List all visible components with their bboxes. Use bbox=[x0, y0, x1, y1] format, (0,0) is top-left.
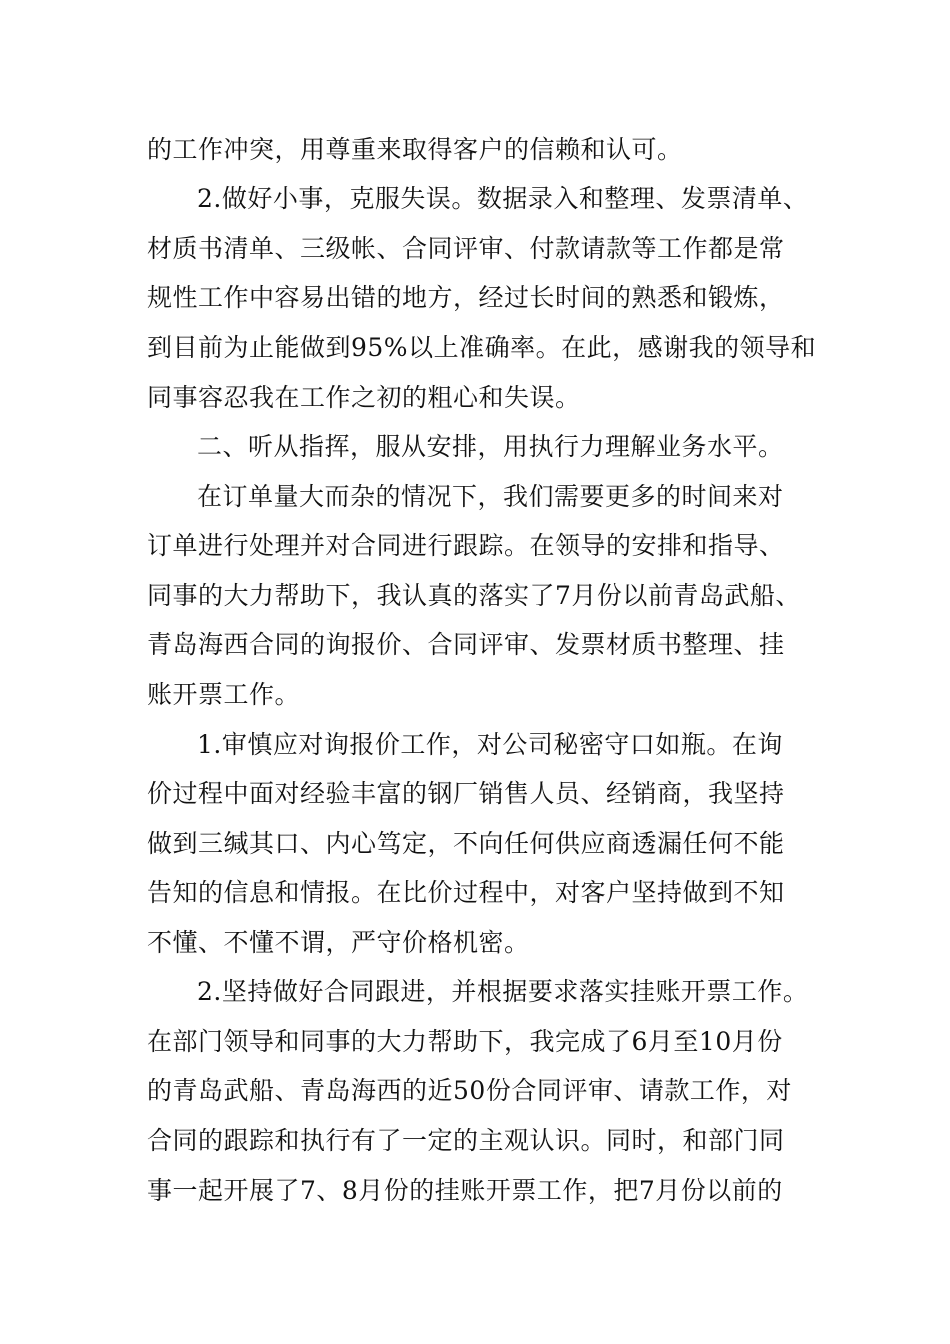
text-line: 告知的信息和情报。在比价过程中，对客户坚持做到不知 bbox=[147, 878, 785, 907]
text-line: 做到三缄其口、内心笃定，不向任何供应商透漏任何不能 bbox=[147, 829, 785, 858]
text-line: 同事的大力帮助下，我认真的落实了7月份以前青岛武船、 bbox=[147, 581, 801, 610]
text-line: 在部门领导和同事的大力帮助下，我完成了6月至10月份 bbox=[147, 1027, 783, 1056]
text-line: 青岛海西合同的询报价、合同评审、发票材质书整理、挂 bbox=[147, 630, 785, 659]
text-line: 2.做好小事，克服失误。数据录入和整理、发票清单、 bbox=[197, 184, 809, 213]
text-line: 材质书清单、三级帐、合同评审、付款请款等工作都是常 bbox=[147, 234, 785, 263]
text-line: 事一起开展了7、8月份的挂账开票工作，把7月份以前的 bbox=[147, 1176, 783, 1205]
text-line: 账开票工作。 bbox=[147, 680, 301, 709]
text-line: 价过程中面对经验丰富的钢厂销售人员、经销商，我坚持 bbox=[147, 779, 785, 808]
text-line: 不懂、不懂不谓，严守价格机密。 bbox=[147, 928, 530, 957]
text-line: 订单进行处理并对合同进行跟踪。在领导的安排和指导、 bbox=[147, 531, 785, 560]
text-line: 的青岛武船、青岛海西的近50份合同评审、请款工作，对 bbox=[147, 1076, 792, 1105]
text-line: 合同的跟踪和执行有了一定的主观认识。同时，和部门同 bbox=[147, 1126, 785, 1155]
text-line: 在订单量大而杂的情况下，我们需要更多的时间来对 bbox=[197, 482, 784, 511]
text-line: 规性工作中容易出错的地方，经过长时间的熟悉和锻炼， bbox=[147, 283, 785, 312]
text-line: 的工作冲突，用尊重来取得客户的信赖和认可。 bbox=[147, 135, 683, 164]
text-line: 同事容忍我在工作之初的粗心和失误。 bbox=[147, 383, 581, 412]
text-line: 1.审慎应对询报价工作，对公司秘密守口如瓶。在询 bbox=[197, 730, 783, 759]
text-line: 2.坚持做好合同跟进，并根据要求落实挂账开票工作。 bbox=[197, 977, 809, 1006]
section-heading: 二、听从指挥，服从安排，用执行力理解业务水平。 bbox=[197, 432, 784, 461]
text-line: 到目前为止能做到95%以上准确率。在此，感谢我的领导和 bbox=[147, 333, 817, 362]
